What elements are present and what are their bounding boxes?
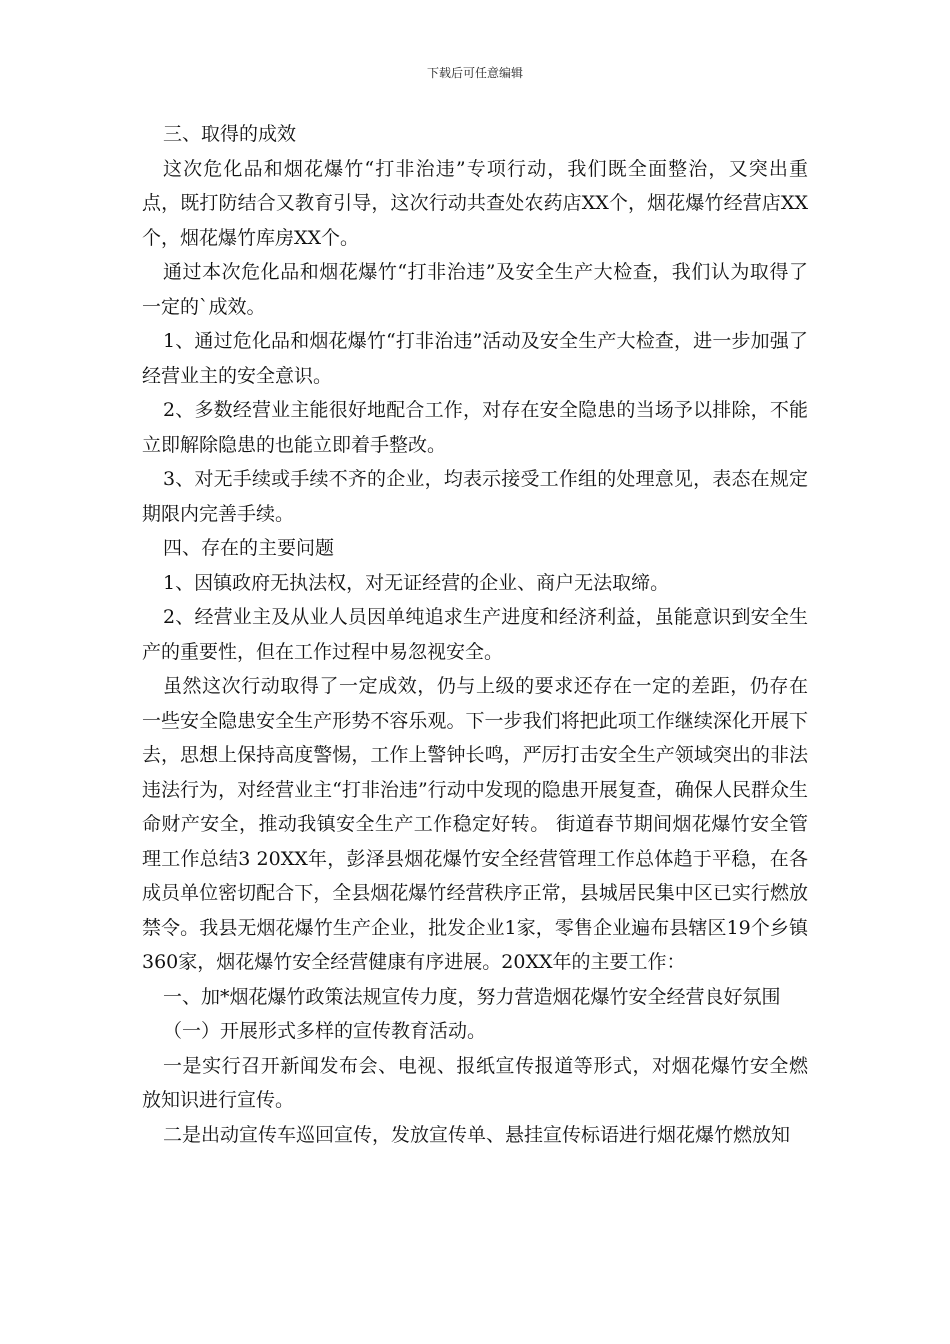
section-heading: 四、存在的主要问题 [163,537,335,559]
list-item: 2、多数经营业主能很好地配合工作，对存在安全隐患的当场予以排除，不能立即解除隐患的也能立即着手整改。 [142,399,808,456]
list-item: 3、对无手续或手续不齐的企业，均表示接受工作组的处理意见，表态在规定期限内完善手续。 [142,468,808,525]
document-body [142,117,808,1152]
section-heading: 一、加*烟花爆竹政策法规宣传力度，努力营造烟花爆竹安全经营良好氛围 [163,985,781,1008]
list-item: 2、经营业主及从业人员因单纯追求生产进度和经济利益，虽能意识到安全生产的重要性，但在工作过程中易忽视安全。 [142,606,808,663]
paragraph: 通过本次危化品和烟花爆竹“打非治违”及安全生产大检查，我们认为取得了一定的`成效。 [142,261,808,318]
section-heading: 三、取得的成效 [163,123,297,145]
paragraph: 一是实行召开新闻发布会、电视、报纸宣传报道等形式，对烟花爆竹安全燃放知识进行宣传。 [142,1054,808,1111]
paragraph: 二是出动宣传车巡回宣传，发放宣传单、悬挂宣传标语进行烟花爆竹燃放知 [163,1123,791,1146]
subsection-heading: （一）开展形式多样的宣传教育活动。 [163,1020,487,1042]
page-header: 下载后可任意编辑 [426,66,523,80]
list-item: 1、通过危化品和烟花爆竹“打非治违”活动及安全生产大检查，进一步加强了经营业主的安全意识。 [142,330,808,387]
paragraph: 这次危化品和烟花爆竹“打非治违”专项行动，我们既全面整治，又突出重点，既打防结合又教育引导，这次行动共查处农药店XX个，烟花爆竹经营店XX个，烟花爆竹库房XX个。 [142,157,808,249]
list-item: 1、因镇政府无执法权，对无证经营的企业、商户无法取缔。 [163,571,670,594]
paragraph: 虽然这次行动取得了一定成效，仍与上级的要求还存在一定的差距，仍存在一些安全隐患安全生产形势不容乐观。下一步我们将把此项工作继续深化开展下去，思想上保持高度警惕，工作上警钟长鸣，严厉打击安全生产领域突出的非法违法行为，对经营业主“打非治违”行动中发现的隐患开展复查，确保人民群众生命财产安全，推动我镇安全生产工作稳定好转。 街道春节期间烟花爆竹安全管理工作总结3 20XX年，彭泽县烟花爆竹安全经营管理工作总体趋于平稳，在各成员单位密切配合下，全县烟花爆竹经营秩序正常，县城居民集中区已实行燃放禁令。我县无烟花爆竹生产企业，批发企业1家，零售企业遍布县辖区19个乡镇360家，烟花爆竹安全经营健康有序进展。20XX年的主要工作： [142,675,808,973]
